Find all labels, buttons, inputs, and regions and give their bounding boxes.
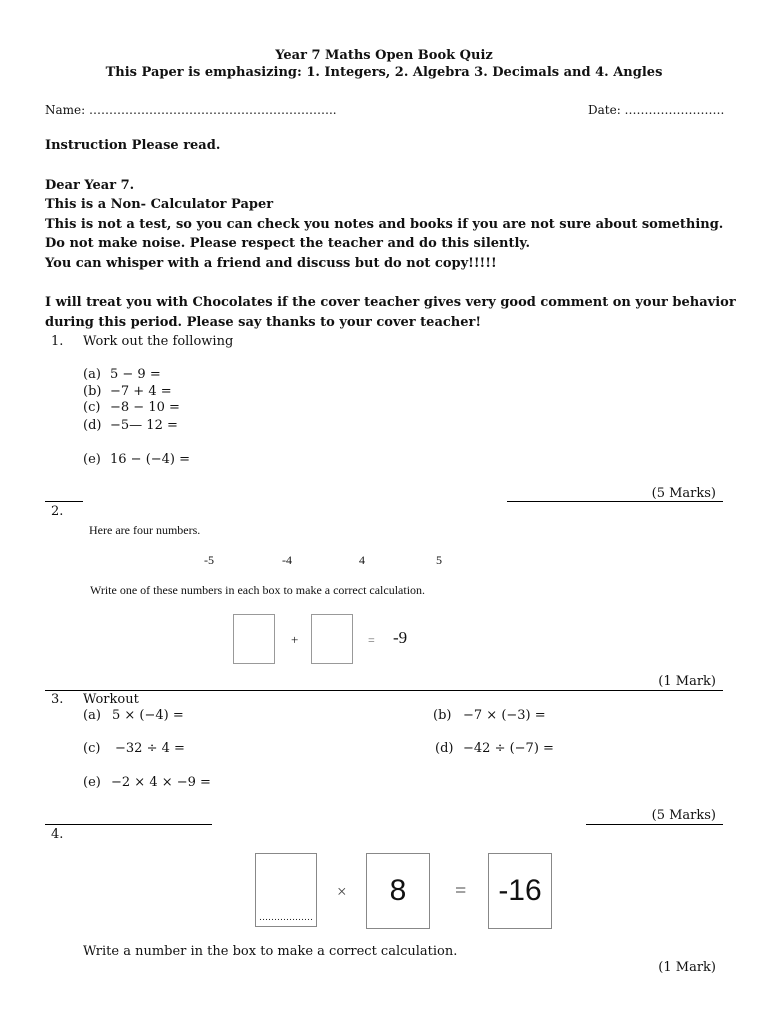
divider xyxy=(45,501,83,502)
q1-part-label: (b) xyxy=(83,384,102,399)
date-field[interactable]: Date: ……………………. xyxy=(588,103,725,117)
q1-part-expr: −5— 12 = xyxy=(110,418,178,433)
plus-sign: + xyxy=(291,632,299,647)
q1-part-label: (e) xyxy=(83,452,101,467)
q1-prompt: Work out the following xyxy=(83,334,234,349)
instruction-line: This is not a test, so you can check you notes and books if you are not sure about something. xyxy=(45,217,724,232)
q2-number-option: 4 xyxy=(359,553,365,567)
times-sign: × xyxy=(337,882,347,901)
q2-number-option: 5 xyxy=(436,553,442,567)
instruction-line: This is a Non- Calculator Paper xyxy=(45,197,274,212)
q4-answer-blank: ……………… xyxy=(259,912,313,922)
q1-part-label: (c) xyxy=(83,400,101,415)
q4-factor-box xyxy=(366,853,430,929)
q2-intro: Here are four numbers. xyxy=(89,523,201,537)
name-field[interactable]: Name: …………………………………………………….. xyxy=(45,103,337,117)
q3-part-label: (e) xyxy=(83,775,101,790)
q1-part-label: (a) xyxy=(83,367,101,382)
page-title: Year 7 Maths Open Book Quiz xyxy=(275,48,493,63)
q3-part-label: (b) xyxy=(433,708,452,723)
q4-instruction: Write a number in the box to make a correct calculation. xyxy=(83,944,458,959)
instruction-line: Do not make noise. Please respect the teacher and do this silently. xyxy=(45,236,531,251)
q2-answer-box-2[interactable] xyxy=(311,614,353,664)
q2-number: 2. xyxy=(51,504,64,519)
q2-instruction: Write one of these numbers in each box to make a correct calculation. xyxy=(90,583,426,597)
q1-part-expr: 5 − 9 = xyxy=(110,367,161,382)
q3-part-label: (d) xyxy=(435,741,454,756)
divider xyxy=(45,824,212,825)
q1-number: 1. xyxy=(51,334,64,349)
divider xyxy=(45,690,723,691)
instruction-heading: Instruction Please read. xyxy=(45,138,221,153)
q4-marks: (1 Mark) xyxy=(658,960,716,975)
instruction-line: You can whisper with a friend and discuss but do not copy!!!!! xyxy=(45,256,497,271)
equals-sign: = xyxy=(368,633,375,647)
q3-part-expr: −7 × (−3) = xyxy=(463,708,546,723)
q1-part-label: (d) xyxy=(83,418,102,433)
q2-number-option: -5 xyxy=(204,553,214,567)
instruction-line: Dear Year 7. xyxy=(45,178,135,193)
page-subtitle: This Paper is emphasizing: 1. Integers, 2. Algebra 3. Decimals and 4. Angles xyxy=(105,65,663,80)
q2-answer-box-1[interactable] xyxy=(233,614,275,664)
divider xyxy=(586,824,723,825)
q1-part-expr: 16 − (−4) = xyxy=(110,452,191,467)
q3-part-expr: 5 × (−4) = xyxy=(112,708,184,723)
q3-part-label: (a) xyxy=(83,708,101,723)
q4-result: -16 xyxy=(498,874,542,907)
equals-sign: = xyxy=(455,880,467,902)
q3-part-expr: −42 ÷ (−7) = xyxy=(463,741,554,756)
q4-result-box xyxy=(488,853,552,929)
q3-part-label: (c) xyxy=(83,741,101,756)
divider xyxy=(507,501,723,502)
q4-number: 4. xyxy=(51,827,64,842)
q3-part-expr: −2 × 4 × −9 = xyxy=(111,775,211,790)
q4-answer-box[interactable] xyxy=(255,853,317,927)
q3-prompt: Workout xyxy=(83,692,139,707)
q2-result: -9 xyxy=(393,628,408,647)
q1-part-expr: −8 − 10 = xyxy=(110,400,180,415)
q3-marks: (5 Marks) xyxy=(651,808,716,823)
treat-line: during this period. Please say thanks to your cover teacher! xyxy=(45,315,482,330)
q3-number: 3. xyxy=(51,692,64,707)
q2-number-option: -4 xyxy=(282,553,292,567)
treat-line: I will treat you with Chocolates if the cover teacher gives very good comment on your behavior xyxy=(45,295,736,310)
q2-marks: (1 Mark) xyxy=(658,674,716,689)
q1-marks: (5 Marks) xyxy=(651,486,716,501)
q3-part-expr: −32 ÷ 4 = xyxy=(115,741,185,756)
q4-factor: 8 xyxy=(389,874,407,907)
q1-part-expr: −7 + 4 = xyxy=(110,384,172,399)
